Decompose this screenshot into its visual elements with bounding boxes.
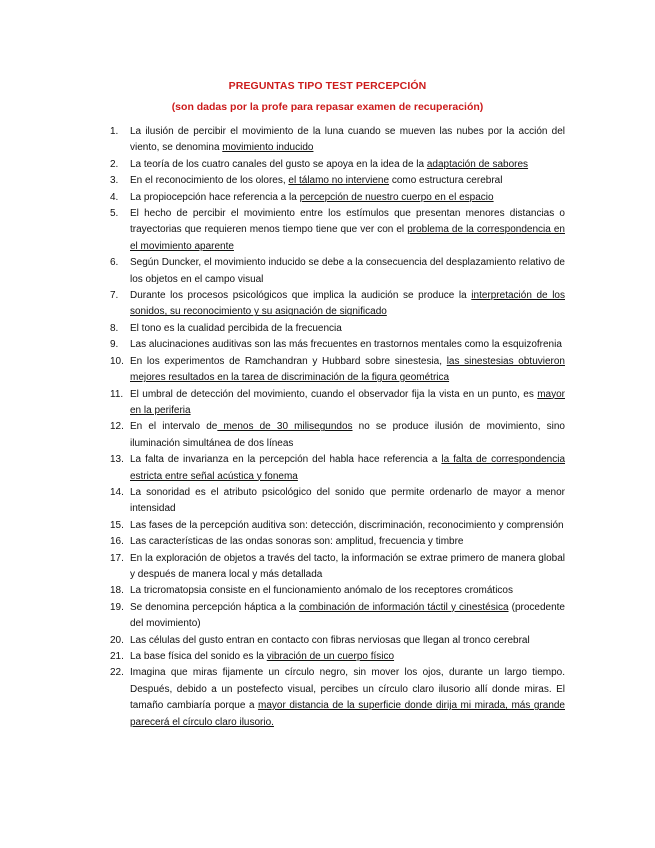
question-item bbox=[110, 206, 565, 255]
question-item bbox=[110, 419, 565, 452]
question-text: En el reconocimiento de los olores, bbox=[130, 175, 289, 187]
question-answer: problema de la correspondencia en el movimiento aparente bbox=[130, 224, 565, 252]
question-answer: vibración de un cuerpo físico bbox=[266, 651, 395, 662]
question-number: 12. bbox=[110, 421, 124, 433]
question-text-end: (procedente del movimiento) bbox=[130, 601, 565, 630]
question-number: 8. bbox=[110, 322, 119, 334]
question-text-end: como estructura cerebral bbox=[389, 175, 503, 187]
question-answer: percepción de nuestro cuerpo en el espacio bbox=[299, 191, 494, 203]
question-item bbox=[110, 633, 565, 649]
question-text: En los experimentos de Ramchandran y Hubbard sobre sinestesia, bbox=[130, 355, 447, 367]
question-text: El tono es la cualidad percibida de la frecuencia bbox=[130, 322, 342, 334]
question-number: 6. bbox=[110, 257, 119, 269]
question-text: El hecho de percibir el movimiento entre los estímulos que presentan menores distancias o trayectorias que requieren menos tiempo tiene que ver con el bbox=[130, 208, 565, 236]
question-list bbox=[110, 124, 565, 731]
question-answer: el tálamo no interviene bbox=[288, 175, 390, 187]
question-item bbox=[110, 387, 565, 420]
question-number: 16. bbox=[110, 536, 124, 548]
question-item bbox=[110, 600, 565, 633]
question-number: 3. bbox=[110, 175, 119, 187]
question-item bbox=[110, 534, 565, 550]
question-answer: movimiento inducido bbox=[222, 142, 314, 154]
question-text: Se denomina percepción háptica a la bbox=[130, 601, 300, 613]
question-item bbox=[110, 665, 565, 731]
question-answer: la falta de correspondencia estricta entre señal acústica y fonema bbox=[130, 454, 566, 482]
question-number: 7. bbox=[110, 290, 119, 302]
question-answer: interpretación de los sonidos, su reconocimiento y su asignación de significado bbox=[130, 290, 565, 318]
question-number: 1. bbox=[110, 126, 119, 137]
question-text: Imagina que miras fijamente un círculo negro, sin mover los ojos, durante un largo tiempo. Después, debido a un postefecto visual, percibes un círculo claro ilusorio allí donde miras. El tamaño cambiaría porque a bbox=[130, 667, 565, 712]
question-text: La falta de invarianza en la percepción del habla hace referencia a bbox=[130, 454, 442, 466]
question-item bbox=[110, 321, 565, 337]
question-text: En el intervalo de bbox=[130, 421, 218, 433]
question-item bbox=[110, 173, 565, 189]
question-answer: las sinestesias obtuvieron mejores resultados en la tarea de discriminación de la figura geométrica bbox=[130, 355, 565, 384]
question-item bbox=[110, 255, 565, 288]
question-text: Las características de las ondas sonoras son: amplitud, frecuencia y timbre bbox=[130, 536, 464, 548]
question-text: La propiocepción hace referencia a la bbox=[130, 191, 300, 203]
question-text: Las células del gusto entran en contacto con fibras nerviosas que llegan al tronco cerebral bbox=[130, 634, 530, 646]
document-title: PREGUNTAS TIPO TEST PERCEPCIÓN bbox=[228, 80, 427, 92]
question-number: 19. bbox=[110, 601, 124, 613]
question-text: En la exploración de objetos a través del tacto, la información se extrae primero de manera global y después de manera local y más detallada bbox=[130, 552, 565, 580]
question-item bbox=[110, 583, 565, 599]
question-item bbox=[110, 452, 565, 485]
question-number: 2. bbox=[110, 158, 119, 170]
question-number: 10. bbox=[110, 355, 124, 367]
question-text: La teoría de los cuatro canales del gusto se apoya en la idea de la bbox=[130, 158, 427, 170]
question-number: 20. bbox=[110, 634, 124, 646]
question-answer: mayor en la periferia bbox=[130, 388, 565, 416]
question-item bbox=[110, 354, 565, 387]
question-answer: combinación de información táctil y cinestésica bbox=[299, 601, 509, 613]
question-item bbox=[110, 518, 565, 534]
question-number: 18. bbox=[110, 585, 124, 597]
question-text: El umbral de detección del movimiento, cuando el observador fija la vista en un punto, es bbox=[130, 388, 538, 400]
question-item bbox=[110, 288, 565, 321]
question-item bbox=[110, 649, 565, 665]
question-number: 11. bbox=[110, 388, 124, 400]
question-number: 9. bbox=[110, 339, 119, 351]
question-number: 21. bbox=[110, 651, 124, 662]
question-item bbox=[110, 485, 565, 518]
question-answer: adaptación de sabores bbox=[426, 158, 529, 170]
question-text: Las fases de la percepción auditiva son: detección, discriminación, reconocimiento y comprensión bbox=[130, 519, 564, 531]
question-text: Las alucinaciones auditivas son las más frecuentes en trastornos mentales como la esquizofrenia bbox=[130, 339, 562, 351]
question-answer: menos de 30 milisegundos bbox=[217, 421, 353, 433]
question-text: La ilusión de percibir el movimiento de la luna cuando se mueven las nubes por la acción del viento, se denomina bbox=[130, 126, 565, 154]
question-text: Durante los procesos psicológicos que implica la audición se produce la bbox=[130, 290, 472, 302]
question-text-end: no se produce ilusión de movimiento, sino iluminación simultánea de dos líneas bbox=[130, 421, 565, 449]
question-item bbox=[110, 551, 565, 584]
question-item bbox=[110, 124, 565, 157]
question-text: La tricromatopsia consiste en el funcionamiento anómalo de los receptores cromáticos bbox=[130, 585, 513, 597]
question-number: 22. bbox=[110, 667, 124, 679]
question-number: 14. bbox=[110, 486, 124, 498]
question-answer: mayor distancia de la superficie donde dirija mi mirada, más grande parecerá el círculo claro ilusorio. bbox=[130, 700, 565, 728]
question-item bbox=[110, 190, 565, 206]
question-text: La sonoridad es el atributo psicológico del sonido que permite ordenarlo de mayor a menor intensidad bbox=[130, 486, 565, 515]
question-number: 15. bbox=[110, 519, 124, 531]
question-number: 13. bbox=[110, 454, 124, 466]
question-number: 5. bbox=[110, 208, 119, 220]
document-subtitle: (son dadas por la profe para repasar examen de recuperación) bbox=[171, 101, 484, 113]
question-number: 17. bbox=[110, 552, 124, 564]
question-item bbox=[110, 157, 565, 173]
question-number: 4. bbox=[110, 191, 119, 203]
question-item bbox=[110, 337, 565, 353]
question-text: Según Duncker, el movimiento inducido se debe a la consecuencia del desplazamiento relativo de los objetos en el campo visual bbox=[130, 257, 565, 285]
question-text: La base física del sonido es la bbox=[130, 651, 267, 662]
